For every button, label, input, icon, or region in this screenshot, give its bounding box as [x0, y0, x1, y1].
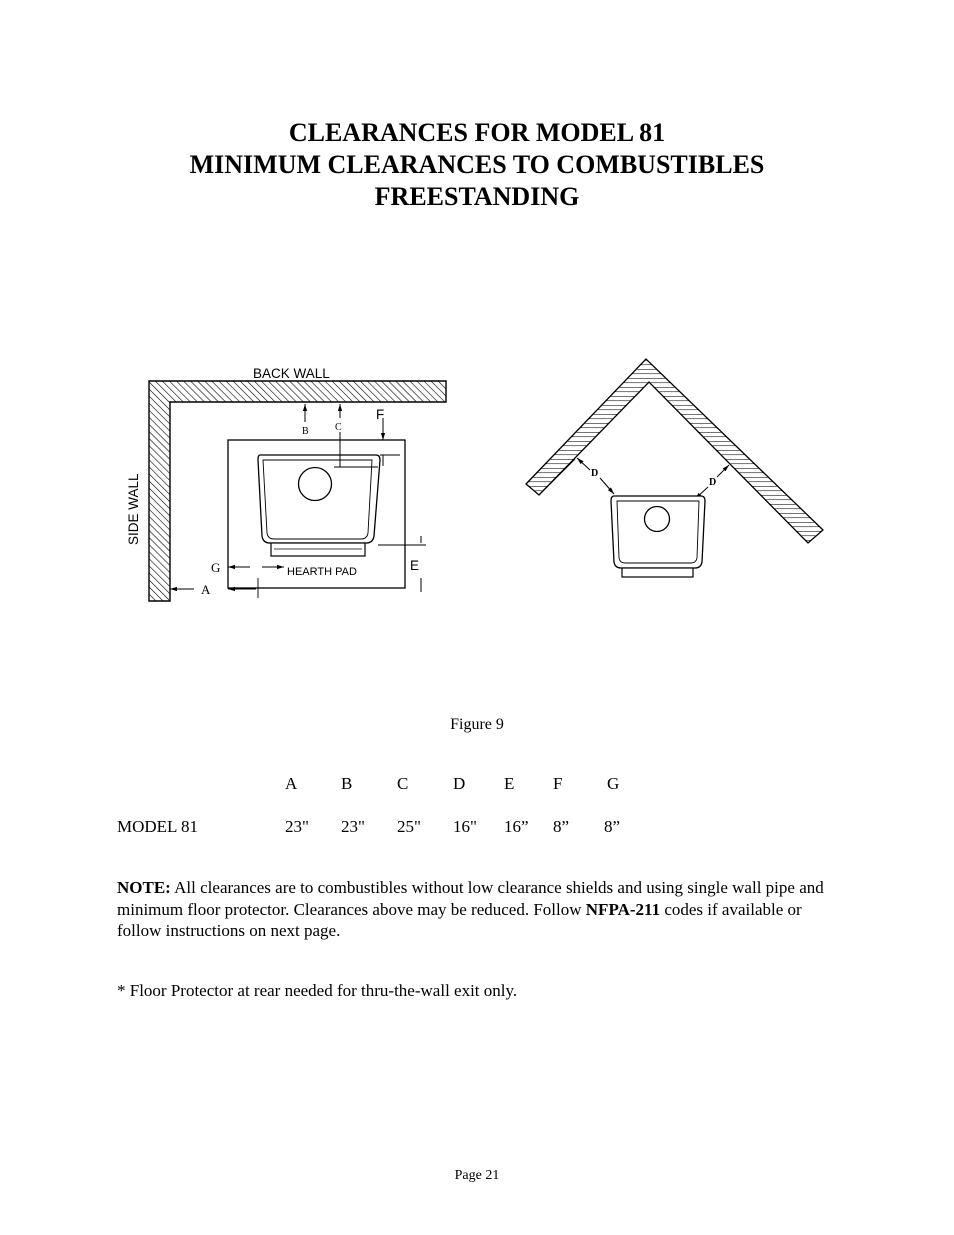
corner-flue-collar: [645, 507, 670, 532]
title-line-3: FREESTANDING: [374, 182, 580, 211]
label-f: F: [376, 407, 385, 422]
value-c: 25": [397, 817, 421, 836]
col-f: F: [553, 774, 563, 793]
side-wall-label: SIDE WALL: [126, 473, 141, 545]
figure-caption: Figure 9: [450, 716, 504, 733]
title-line-1: CLEARANCES FOR MODEL 81: [288, 118, 666, 147]
label-c: C: [335, 422, 342, 433]
corner-stove-base: [622, 568, 693, 577]
value-d: 16": [453, 817, 477, 836]
col-d: D: [453, 774, 466, 793]
value-e: 16”: [504, 817, 529, 836]
col-a: A: [285, 774, 298, 793]
note-text-1: All clearances are to combustibles without low clearance shields and using single wall pipe and minimum floor protector. Clearances above may be reduced. Follow: [117, 878, 824, 919]
note-lead: NOTE:: [117, 878, 171, 897]
title-line-2: MINIMUM CLEARANCES TO COMBUSTIBLES: [189, 150, 765, 179]
back-wall-label: BACK WALL: [253, 366, 330, 381]
label-e: E: [410, 558, 420, 573]
clearance-table-row: [0, 817, 954, 841]
note-code: NFPA-211: [585, 899, 661, 919]
col-g: G: [607, 774, 620, 793]
footnote: * Floor Protector at rear needed for thru-the-wall exit only.: [117, 981, 518, 1000]
hearth-pad-label: HEARTH PAD: [287, 566, 357, 578]
col-e: E: [504, 774, 515, 793]
value-g: 8”: [604, 817, 621, 836]
value-b: 23": [341, 817, 365, 836]
label-d-left: D: [591, 468, 599, 479]
row-label: MODEL 81: [117, 817, 199, 836]
note-text-2: codes if available or follow instructions on next page.: [117, 899, 802, 940]
clearance-table-header: [0, 774, 954, 798]
page-number: Page 21: [454, 1168, 500, 1183]
label-d-right: D: [709, 477, 717, 488]
clearance-note: [117, 877, 842, 942]
label-g: G: [211, 560, 221, 575]
col-c: C: [397, 774, 409, 793]
value-a: 23": [285, 817, 309, 836]
value-f: 8”: [553, 817, 570, 836]
label-b: B: [302, 426, 309, 437]
label-a: A: [201, 582, 211, 597]
col-b: B: [341, 774, 353, 793]
